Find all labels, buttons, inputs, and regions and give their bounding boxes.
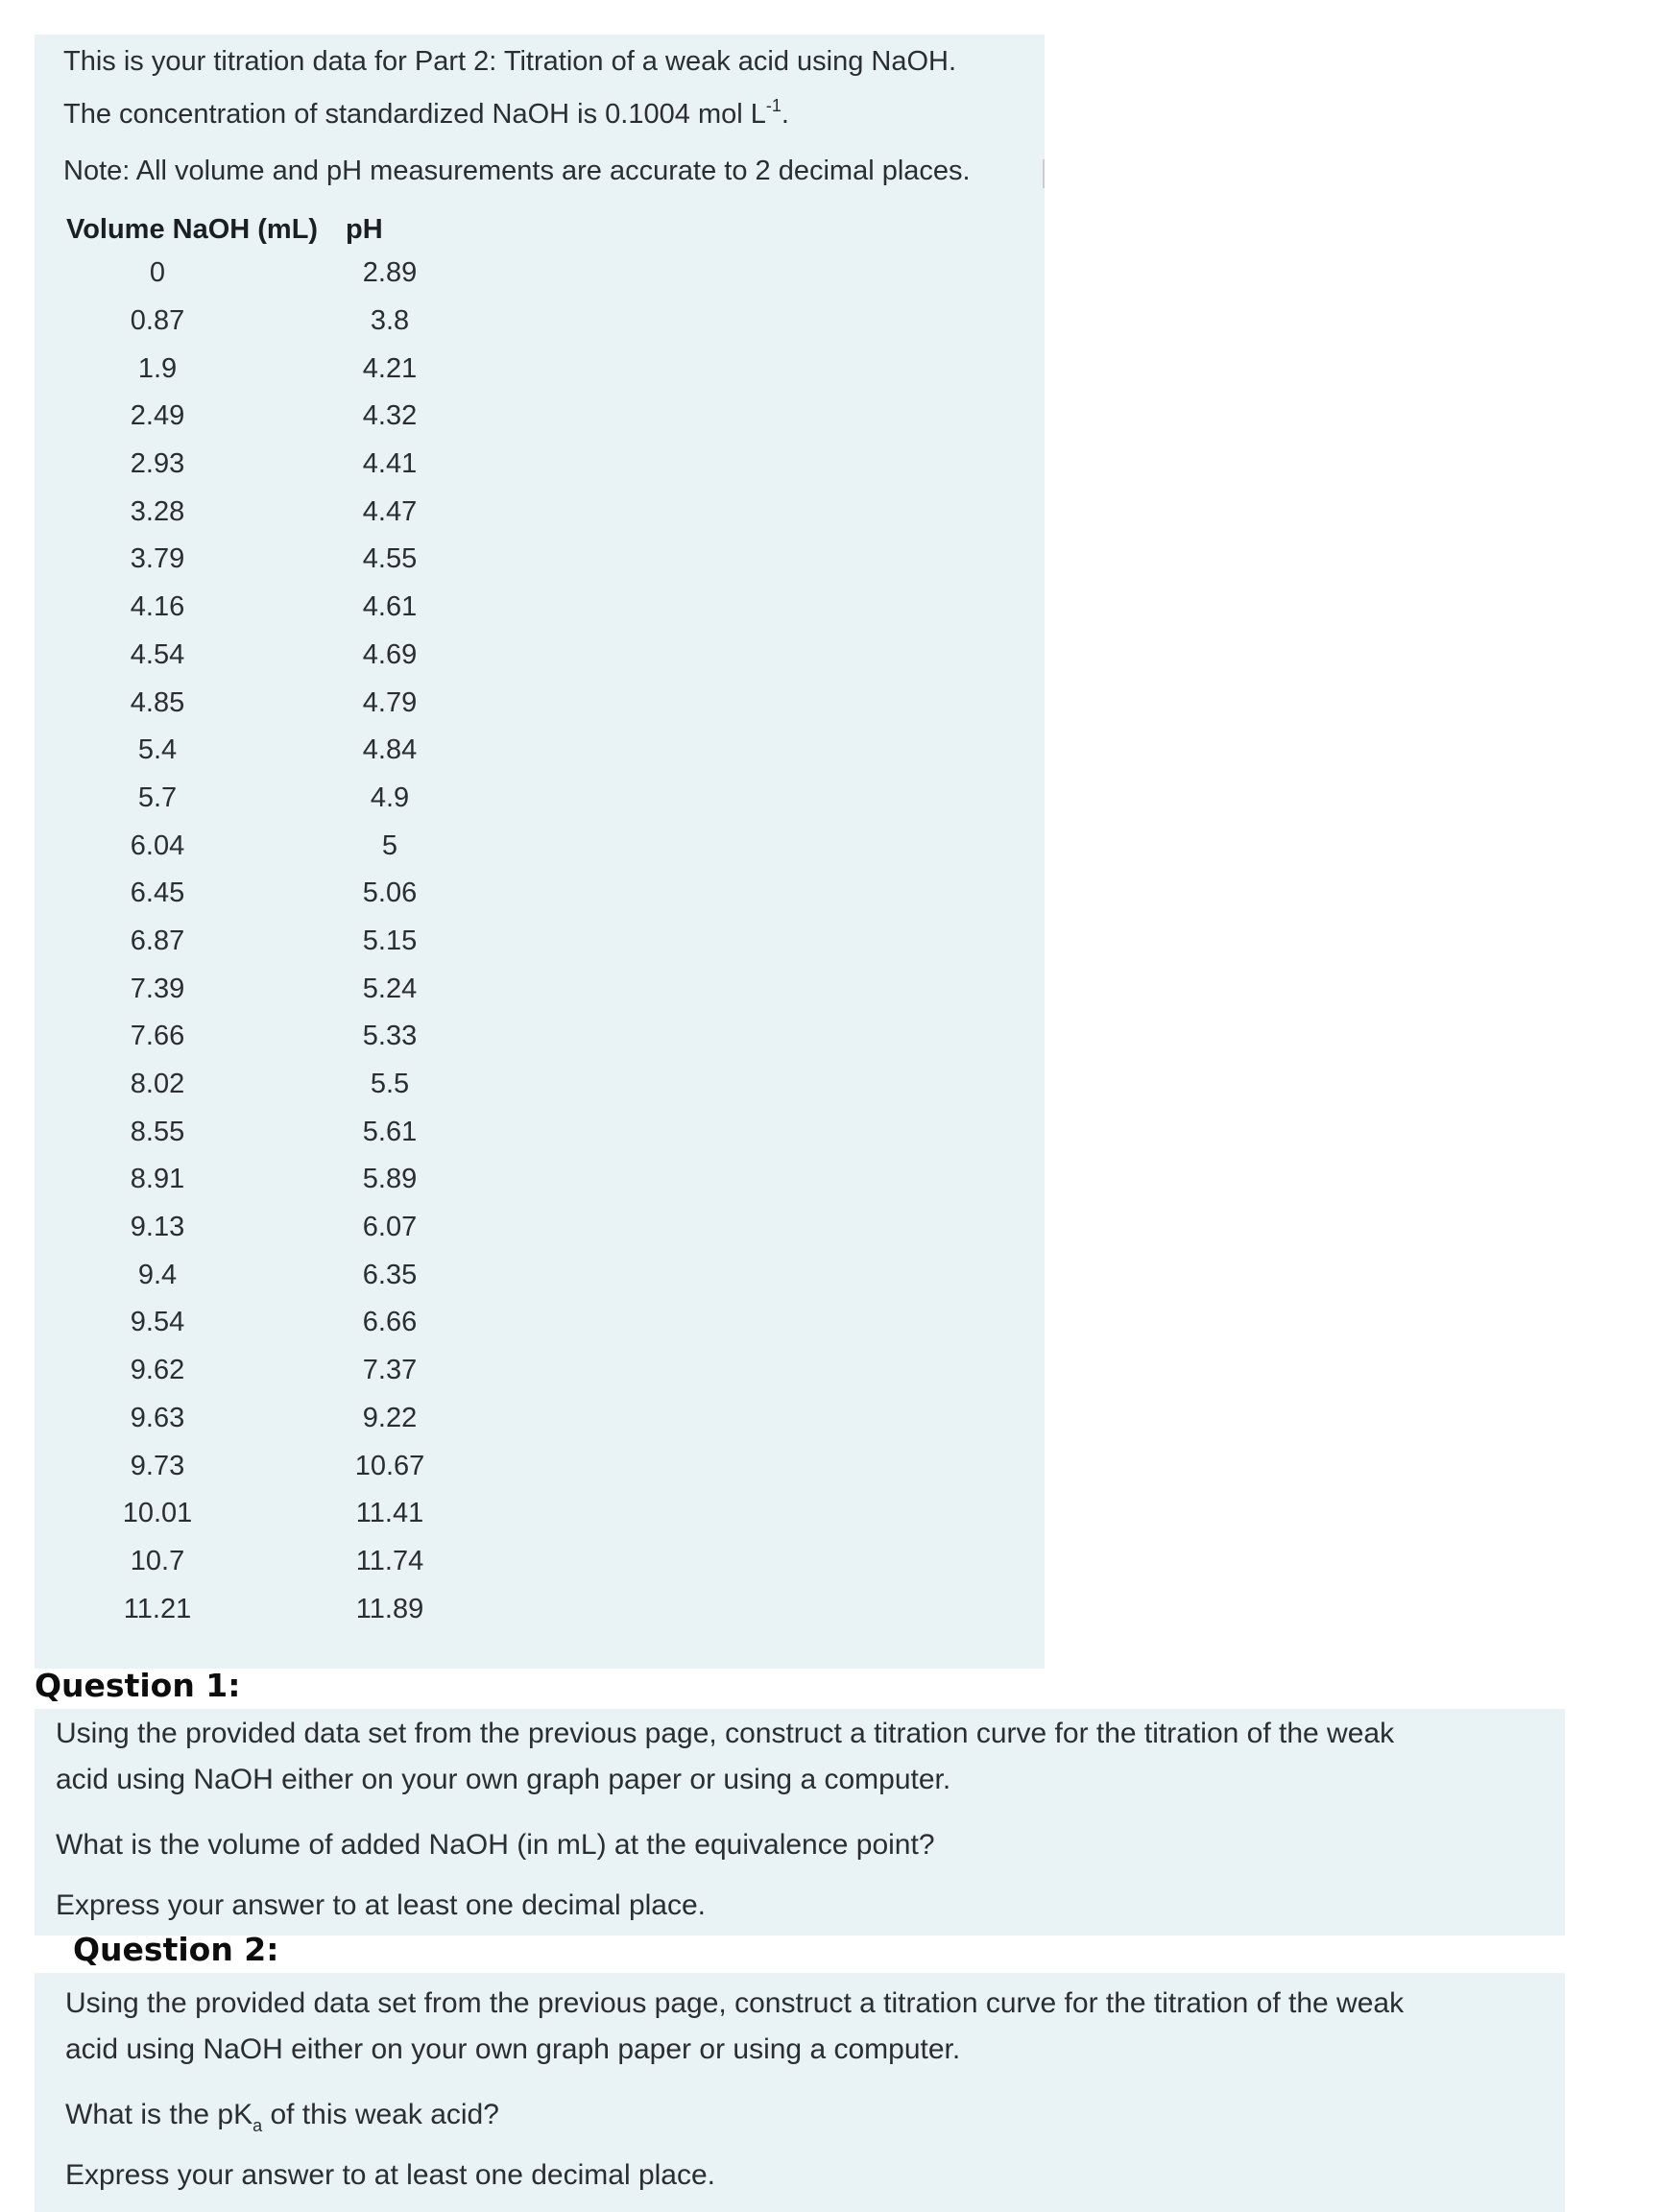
ph-value: 5.5 — [370, 1069, 410, 1100]
volume-value: 9.73 — [130, 1450, 185, 1481]
question-2-prompt — [65, 2092, 499, 2138]
ph-value: 5.15 — [362, 925, 418, 956]
text-cursor — [1043, 159, 1045, 188]
table-row — [63, 1299, 451, 1347]
ph-value: 5.24 — [362, 973, 418, 1004]
ph-value: 4.9 — [370, 781, 410, 813]
question-1-body — [56, 1711, 1394, 1803]
ph-value: 6.07 — [362, 1212, 418, 1243]
volume-cell — [63, 1395, 338, 1443]
table-row — [63, 250, 451, 298]
volume-value: 8.02 — [130, 1069, 185, 1100]
ph-cell — [338, 1395, 451, 1443]
table-header-row — [63, 209, 451, 250]
volume-cell — [63, 965, 338, 1013]
ph-cell — [338, 1490, 451, 1538]
ph-cell — [338, 822, 451, 870]
table-row — [63, 1585, 451, 1633]
question-1-prompt: What is the volume of added NaOH (in mL) at the equivalence point? — [56, 1829, 935, 1861]
volume-cell — [63, 727, 338, 775]
ph-value: 5.89 — [362, 1164, 418, 1195]
question-1-body-line-1: Using the provided data set from the previous page, construct a titration curve for the titration of the weak — [56, 1718, 1395, 1749]
ph-cell — [338, 870, 451, 918]
ph-value: 11.74 — [355, 1545, 424, 1576]
table-row — [63, 1395, 451, 1443]
volume-value: 6.04 — [130, 830, 185, 861]
volume-cell — [63, 584, 338, 632]
volume-value: 11.21 — [123, 1593, 192, 1624]
volume-value: 9.13 — [130, 1212, 185, 1243]
volume-value: 10.01 — [122, 1498, 193, 1529]
ph-cell — [338, 345, 451, 393]
pka-subscript: a — [252, 2116, 263, 2135]
table-row — [63, 536, 451, 584]
table-row — [63, 1061, 451, 1109]
ph-cell — [338, 632, 451, 680]
volume-cell — [63, 441, 338, 489]
ph-value: 4.61 — [362, 591, 418, 623]
volume-value: 6.87 — [130, 925, 185, 956]
titration-data-table — [63, 209, 451, 1633]
ph-cell — [338, 1108, 451, 1156]
volume-value: 9.62 — [130, 1355, 185, 1386]
table-row — [63, 584, 451, 632]
table-row — [63, 1204, 451, 1252]
question-2-instruction: Express your answer to at least one decimal place. — [65, 2159, 716, 2191]
ph-value: 4.69 — [362, 638, 418, 670]
table-row — [63, 965, 451, 1013]
volume-cell — [63, 679, 338, 727]
ph-value: 4.84 — [362, 734, 418, 766]
volume-value: 4.85 — [130, 686, 185, 718]
table-row — [63, 1538, 451, 1586]
ph-cell — [338, 250, 451, 298]
volume-cell — [63, 298, 338, 346]
volume-cell — [63, 1442, 338, 1490]
volume-value: 9.54 — [130, 1307, 185, 1338]
ph-value: 7.37 — [362, 1355, 418, 1386]
question-1-body-line-2: acid using NaOH either on your own graph paper or using a computer. — [56, 1764, 951, 1795]
question-2-body — [65, 1981, 1404, 2073]
table-row — [63, 1442, 451, 1490]
ph-value: 4.32 — [362, 400, 418, 432]
ph-cell — [338, 298, 451, 346]
ph-value: 11.89 — [355, 1593, 424, 1624]
ph-value: 5.61 — [362, 1116, 418, 1147]
volume-cell — [63, 775, 338, 823]
ph-value: 4.55 — [362, 543, 418, 575]
volume-cell — [63, 345, 338, 393]
ph-value: 5 — [381, 830, 398, 861]
question-1-instruction: Express your answer to at least one decimal place. — [56, 1889, 707, 1921]
volume-value: 4.54 — [130, 638, 185, 670]
volume-cell — [63, 1204, 338, 1252]
ph-cell — [338, 1585, 451, 1633]
ph-cell — [338, 1538, 451, 1586]
unit-exponent: -1 — [765, 96, 781, 115]
volume-cell — [63, 1013, 338, 1061]
volume-value: 0.87 — [130, 305, 185, 337]
volume-value: 3.79 — [130, 543, 185, 575]
ph-value: 4.47 — [362, 495, 418, 527]
ph-cell — [338, 1442, 451, 1490]
question-2-body-line-2: acid using NaOH either on your own graph paper or using a computer. — [65, 2033, 961, 2065]
volume-cell — [63, 1251, 338, 1299]
volume-value: 9.63 — [130, 1402, 185, 1433]
accuracy-note: Note: All volume and pH measurements are accurate to 2 decimal places. — [63, 156, 971, 186]
ph-cell — [338, 1013, 451, 1061]
table-row — [63, 775, 451, 823]
volume-value: 5.7 — [137, 781, 178, 813]
ph-cell — [338, 1251, 451, 1299]
table-row — [63, 1156, 451, 1204]
volume-value: 5.4 — [137, 734, 178, 766]
table-row — [63, 393, 451, 441]
volume-value: 7.39 — [130, 973, 185, 1004]
volume-column-header: Volume NaOH (mL) — [66, 213, 319, 245]
volume-value: 6.45 — [130, 878, 185, 909]
ph-cell — [338, 1156, 451, 1204]
ph-cell — [338, 393, 451, 441]
volume-cell — [63, 1347, 338, 1395]
volume-cell — [63, 393, 338, 441]
ph-cell — [338, 1061, 451, 1109]
volume-value: 8.91 — [130, 1164, 185, 1195]
ph-cell — [338, 679, 451, 727]
volume-value: 2.49 — [130, 400, 185, 432]
ph-value: 6.66 — [362, 1307, 418, 1338]
table-row — [63, 441, 451, 489]
volume-cell — [63, 1156, 338, 1204]
ph-value: 5.33 — [362, 1021, 418, 1052]
volume-value: 0 — [149, 257, 166, 289]
volume-cell — [63, 1490, 338, 1538]
volume-cell — [63, 1538, 338, 1586]
volume-cell — [63, 536, 338, 584]
table-row — [63, 679, 451, 727]
ph-cell — [338, 1347, 451, 1395]
pka-suffix: of this weak acid? — [262, 2099, 499, 2130]
ph-value: 4.21 — [362, 352, 418, 384]
volume-cell — [63, 1299, 338, 1347]
ph-cell — [338, 536, 451, 584]
ph-cell — [338, 727, 451, 775]
table-row — [63, 1013, 451, 1061]
question-2-heading: Question 2: — [73, 1931, 279, 1968]
volume-cell — [63, 488, 338, 536]
table-row — [63, 298, 451, 346]
table-row — [63, 727, 451, 775]
table-row — [63, 488, 451, 536]
question-1-panel — [35, 1709, 1565, 1936]
ph-value: 5.06 — [362, 878, 418, 909]
question-2-panel — [35, 1973, 1565, 2212]
volume-value: 1.9 — [137, 352, 178, 384]
ph-value: 10.67 — [354, 1450, 425, 1481]
table-row — [63, 345, 451, 393]
volume-cell — [63, 870, 338, 918]
ph-cell — [338, 1299, 451, 1347]
table-row — [63, 1347, 451, 1395]
volume-cell — [63, 822, 338, 870]
ph-value: 9.22 — [362, 1402, 418, 1433]
volume-value: 2.93 — [130, 448, 185, 480]
ph-value: 4.41 — [362, 448, 418, 480]
volume-cell — [63, 250, 338, 298]
ph-cell — [338, 584, 451, 632]
ph-value: 2.89 — [362, 257, 418, 289]
volume-value: 7.66 — [130, 1021, 185, 1052]
ph-value: 4.79 — [362, 686, 418, 718]
volume-value: 3.28 — [130, 495, 185, 527]
ph-cell — [338, 918, 451, 966]
volume-value: 8.55 — [130, 1116, 185, 1147]
ph-cell — [338, 441, 451, 489]
volume-value: 10.7 — [130, 1545, 185, 1576]
concentration-prefix: The concentration of standardized NaOH is 0.1004 mol L — [63, 99, 766, 130]
naoh-concentration-text — [63, 96, 789, 131]
ph-value: 3.8 — [370, 305, 410, 337]
table-row — [63, 870, 451, 918]
ph-cell — [338, 775, 451, 823]
volume-cell — [63, 1061, 338, 1109]
ph-cell — [338, 1204, 451, 1252]
ph-cell — [338, 488, 451, 536]
ph-cell — [338, 965, 451, 1013]
question-2-body-line-1: Using the provided data set from the previous page, construct a titration curve for the titration of the weak — [65, 1987, 1405, 2019]
pka-prefix: What is the pK — [65, 2099, 253, 2130]
concentration-suffix: . — [781, 99, 789, 130]
ph-value: 6.35 — [362, 1259, 418, 1290]
volume-cell — [63, 1108, 338, 1156]
titration-data-panel — [35, 35, 1045, 1669]
intro-title: This is your titration data for Part 2: Titration of a weak acid using NaOH. — [63, 46, 957, 77]
volume-value: 9.4 — [137, 1259, 178, 1290]
question-1-heading: Question 1: — [35, 1667, 241, 1704]
volume-value: 4.16 — [130, 591, 185, 623]
volume-cell — [63, 632, 338, 680]
table-row — [63, 822, 451, 870]
volume-cell — [63, 918, 338, 966]
ph-column-header: pH — [346, 213, 383, 245]
table-body — [63, 250, 451, 1633]
volume-cell — [63, 1585, 338, 1633]
table-row — [63, 1108, 451, 1156]
ph-value: 11.41 — [355, 1498, 424, 1529]
table-row — [63, 1490, 451, 1538]
table-row — [63, 632, 451, 680]
table-row — [63, 918, 451, 966]
table-row — [63, 1251, 451, 1299]
